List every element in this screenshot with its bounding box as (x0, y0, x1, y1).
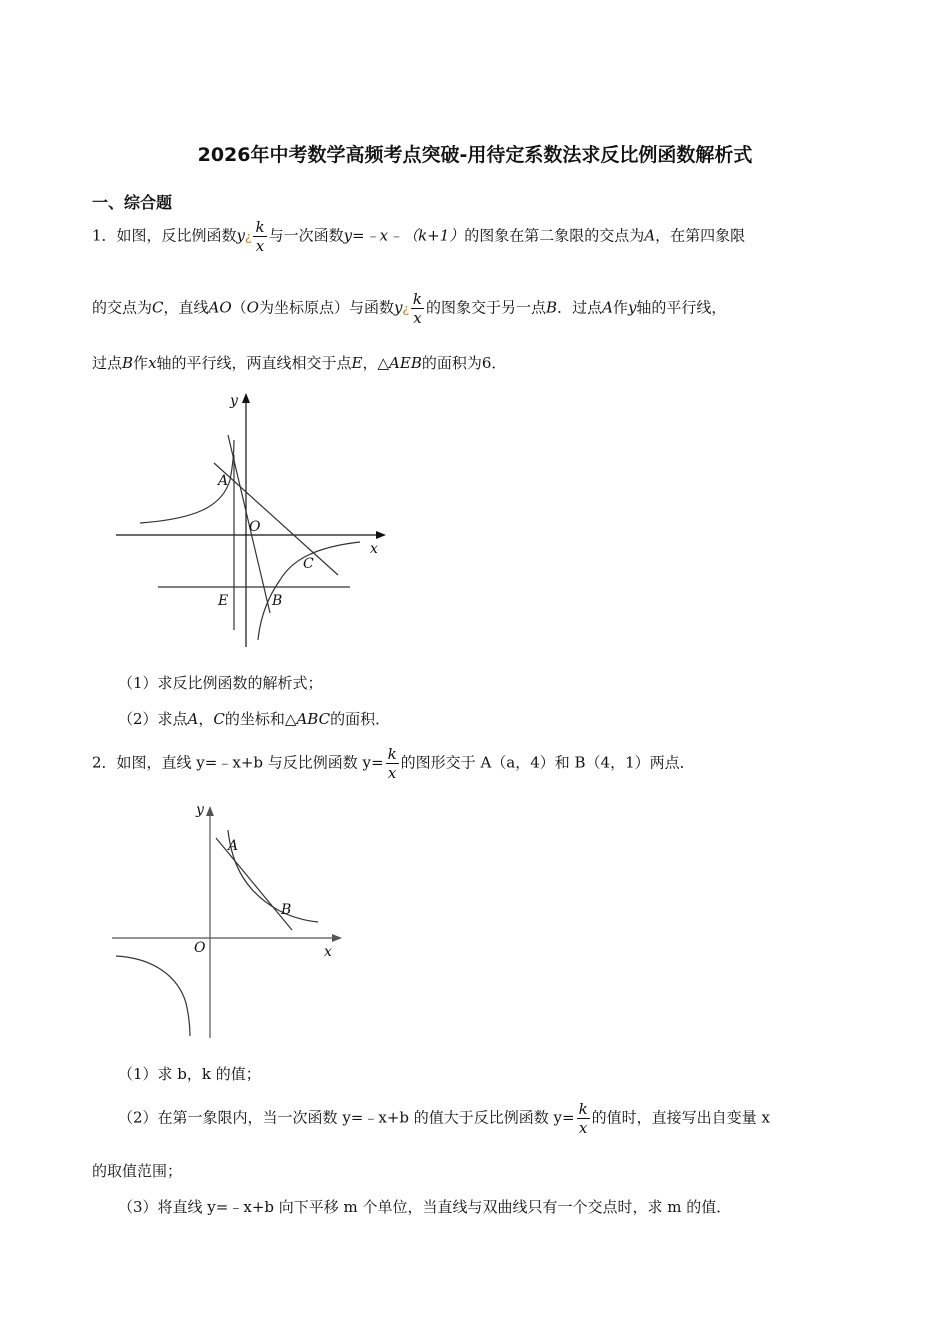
q1-var: AO (208, 298, 232, 317)
q1-fraction (253, 218, 266, 255)
q1-text: 的图象交于另一点 (426, 298, 547, 317)
q1-text: （ (231, 298, 247, 317)
q1-line-3 (92, 352, 506, 373)
fraction-denominator: x (387, 764, 397, 782)
point-b-label: B (281, 902, 292, 918)
q1-text: 的图象在第二象限的交点为 (464, 226, 645, 245)
q1-var: y (394, 298, 403, 317)
q1-line-1 (92, 218, 745, 255)
y-axis-label: y (230, 393, 238, 409)
q2-fraction (386, 745, 399, 782)
q1-var: C (152, 298, 164, 317)
q1-var: E (351, 354, 363, 372)
q1-text: ，△ (362, 354, 390, 372)
q1-fraction (411, 290, 424, 327)
q1-expression: y=﹣x﹣（k+1） (343, 226, 465, 245)
q1-text: 为坐标原点）与函数 (258, 298, 394, 317)
q1-text: 的交点为 (92, 298, 153, 317)
origin-label: O (249, 519, 261, 535)
x-axis-label: x (370, 541, 378, 557)
q1-line-2 (92, 290, 726, 327)
q1-text: 的面积为 (421, 354, 482, 372)
q1-var: B (122, 354, 134, 372)
q1-text: 与一次函数 (268, 226, 344, 245)
q1-text: ，直线 (163, 298, 209, 317)
q1-garbled-char: ¿ (245, 229, 252, 244)
q1-text: ， (198, 710, 214, 728)
q1-text: 轴的平行线，两直线相交于点 (156, 354, 352, 372)
q1-text: ．过点 (557, 298, 603, 317)
q1-var: B (546, 298, 558, 317)
q1-figure (110, 385, 400, 655)
q1-subquestion-2 (118, 708, 390, 729)
q1-var: ABC (296, 710, 331, 728)
point-a-label: A (228, 838, 239, 854)
q2-text: 的值时，直接写出自变量 x (591, 1108, 770, 1127)
x-axis-arrow-icon (332, 934, 342, 942)
q1-value: 6 (481, 354, 492, 372)
fraction-numerator: k (255, 218, 265, 236)
q1-text: 作 (612, 298, 628, 317)
q2-fraction (577, 1100, 590, 1137)
q1-var: y (627, 298, 637, 317)
q1-var: A (644, 226, 656, 245)
point-a-label: A (218, 473, 229, 489)
q2-text: 2．如图，直线 y=﹣x+b 与反比例函数 y= (92, 753, 384, 772)
q1-text: ． (491, 354, 507, 372)
point-c-label: C (303, 556, 314, 572)
section-heading: 一、综合题 (92, 193, 173, 212)
point-e-label: E (218, 593, 229, 609)
q2-figure (108, 798, 348, 1043)
fraction-denominator: x (255, 237, 265, 255)
q2-line-1 (92, 745, 695, 782)
q2-text: （2）在第一象限内，当一次函数 y=﹣x+b 的值大于反比例函数 y= (118, 1108, 575, 1127)
y-axis-arrow-icon (206, 806, 214, 816)
hyperbola-third-quadrant (116, 956, 190, 1036)
q1-text: ，在第四象限 (655, 226, 746, 245)
line-ac (214, 463, 338, 575)
fraction-numerator: k (387, 745, 397, 763)
q1-text: 过点 (92, 354, 123, 372)
x-axis-arrow-icon (376, 531, 386, 539)
fraction-denominator: x (413, 309, 422, 327)
q1-var: x (148, 354, 157, 372)
q2-subquestion-3: （3）将直线 y=﹣x+b 向下平移 m 个单位，当直线与双曲线只有一个交点时，求 m 的值． (118, 1198, 732, 1216)
q2-subquestion-2-cont: 的取值范围； (92, 1162, 183, 1180)
q1-var: y (236, 226, 246, 245)
q2-subquestion-1: （1）求 b，k 的值； (118, 1065, 261, 1083)
origin-label: O (194, 940, 206, 956)
q1-text: 轴的平行线， (636, 298, 727, 317)
q1-var: A (602, 298, 613, 317)
y-axis-label: y (196, 802, 204, 818)
y-axis-arrow-icon (242, 393, 250, 403)
page-title: 2026年中考数学高频考点突破-用待定系数法求反比例函数解析式 (197, 144, 753, 166)
q1-var: C (213, 710, 225, 728)
fraction-numerator: k (412, 290, 423, 308)
q1-garbled-char: ¿ (402, 301, 409, 316)
q1-text: 作 (133, 354, 149, 372)
q1-text: （2）求点 (118, 710, 188, 728)
x-axis-label: x (324, 944, 332, 960)
q2-text: 的图形交于 A（a，4）和 B（4，1）两点． (400, 753, 695, 772)
hyperbola-first-quadrant (228, 830, 318, 922)
q1-var: A (187, 710, 199, 728)
q1-var: AEB (389, 354, 422, 372)
q2-subquestion-2 (118, 1100, 770, 1137)
fraction-numerator: k (578, 1100, 588, 1118)
q1-text: 1．如图，反比例函数 (92, 226, 237, 245)
q1-subquestion-1: （1）求反比例函数的解析式； (118, 674, 323, 692)
point-b-label: B (272, 593, 283, 609)
q1-text: 的面积． (330, 710, 391, 728)
fraction-denominator: x (578, 1119, 588, 1137)
q1-var: O (246, 298, 259, 317)
q1-text: 的坐标和△ (224, 710, 297, 728)
